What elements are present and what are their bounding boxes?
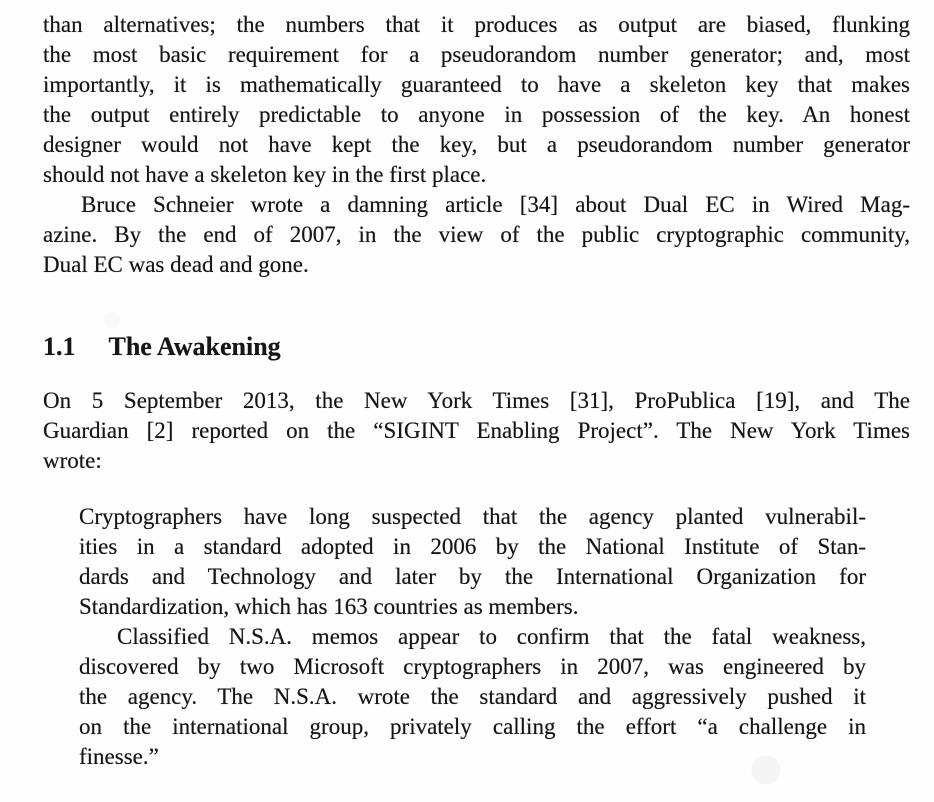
text-line: Standardization, which has 163 countries as members. <box>79 594 579 619</box>
section-title: The Awakening <box>108 332 281 361</box>
text-line: ities in a standard adopted in 2006 by the National Institute of Stan- <box>79 534 866 559</box>
text-line: discovered by two Microsoft cryptographers in 2007, was engineered by <box>79 654 866 679</box>
text-line: importantly, it is mathematically guaranteed to have a skeleton key that makes <box>43 72 910 97</box>
quote-block <box>79 502 866 772</box>
text-line: designer would not have kept the key, but a pseudorandom number generator <box>43 132 910 157</box>
section-heading <box>43 332 910 362</box>
body-paragraph <box>43 190 910 280</box>
text-line: than alternatives; the numbers that it produces as output are biased, flunking <box>43 12 910 37</box>
text-line: Guardian [2] reported on the “SIGINT Enabling Project”. The New York Times <box>43 418 910 443</box>
text-line: Bruce Schneier wrote a damning article [34] about Dual EC in Wired Mag- <box>81 192 910 217</box>
quote-paragraph <box>79 502 866 622</box>
text-line: should not have a skeleton key in the first place. <box>43 162 487 187</box>
text-line: azine. By the end of 2007, in the view of the public cryptographic community, <box>43 222 910 247</box>
text-line: wrote: <box>43 448 102 473</box>
text-line: Dual EC was dead and gone. <box>43 252 309 277</box>
text-line: On 5 September 2013, the New York Times [31], ProPublica [19], and The <box>43 388 910 413</box>
body-paragraph <box>43 10 910 190</box>
section-number: 1.1 <box>43 332 76 361</box>
text-line: finesse.” <box>79 744 159 769</box>
text-line: the most basic requirement for a pseudorandom number generator; and, most <box>43 42 910 67</box>
text-line: the agency. The N.S.A. wrote the standard and aggressively pushed it <box>79 684 866 709</box>
quote-paragraph <box>79 622 866 772</box>
text-line: dards and Technology and later by the International Organization for <box>79 564 866 589</box>
body-paragraph <box>43 386 910 476</box>
text-line: the output entirely predictable to anyone in possession of the key. An honest <box>43 102 910 127</box>
text-line: Cryptographers have long suspected that the agency planted vulnerabil- <box>79 504 866 529</box>
text-line: on the international group, privately calling the effort “a challenge in <box>79 714 866 739</box>
text-line: Classified N.S.A. memos appear to confirm that the fatal weakness, <box>117 624 866 649</box>
